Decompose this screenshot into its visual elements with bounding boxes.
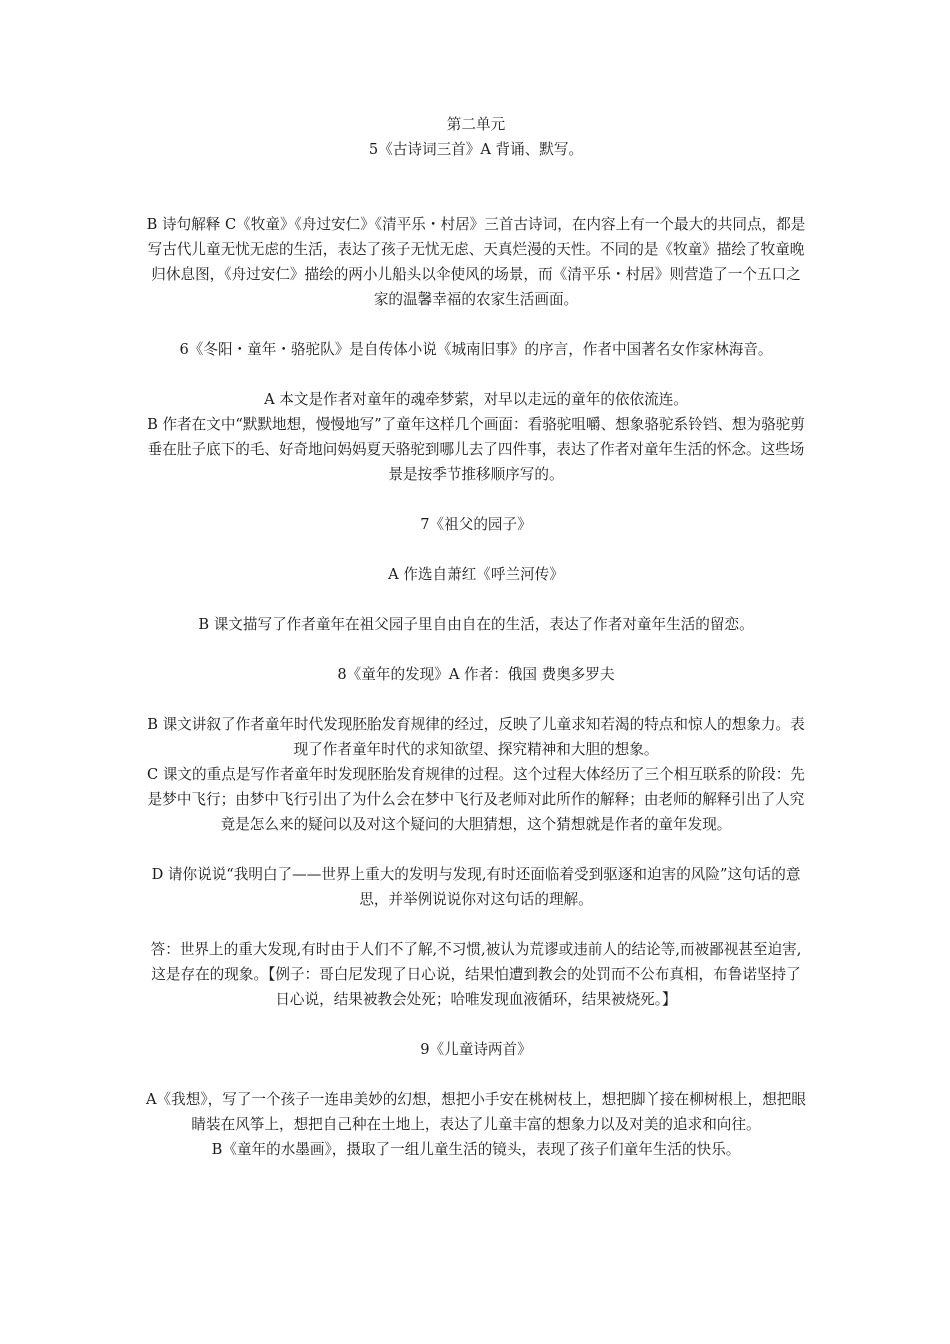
- lesson6-paragraph-b: B 作者在文中“默默地想，慢慢地写”了童年这样几个画面：看骆驼咀嚼、想象骆驼系铃铛、想为骆驼剪垂在肚子底下的毛、好奇地问妈妈夏天骆驼到哪儿去了四件事，表达了作者对童年生活的怀念。这些场景是按季节推移顺序写的。: [147, 416, 805, 483]
- lesson8-paragraph-c: C 课文的重点是写作者童年时发现胚胎发育规律的过程。这个过程大体经历了三个相互联系的阶段：先是梦中飞行；由梦中飞行引出了为什么会在梦中飞行及老师对此所作的解释；由老师的解释引出了人究竟是怎么来的疑问以及对这个疑问的大胆猜想，这个猜想就是作者的童年发现。: [147, 766, 805, 833]
- lesson6-paragraph-a: A 本文是作者对童年的魂牵梦萦，对早以走远的童年的依依流连。: [264, 391, 688, 408]
- lesson9-paragraph-b: B《童年的水墨画》，摄取了一组儿童生活的镜头，表现了孩子们童年生活的快乐。: [211, 1141, 741, 1158]
- unit-title: 第二单元: [446, 116, 506, 133]
- lesson8-title: 8《童年的发现》A 作者：俄国 费奥多罗夫: [337, 666, 615, 683]
- lesson8-answer: 答：世界上的重大发现,有时由于人们不了解,不习惯,被认为荒谬或违前人的结论等,而被鄙视甚至迫害,这是存在的现象。【例子：哥白尼发现了日心说，结果怕遭到教会的处罚而不公布真相，布鲁诺坚持了日心说，结果被教会处死；哈唯发现血液循环，结果被烧死。】: [150, 941, 802, 1008]
- lesson6-title: 6《冬阳・童年・骆驼队》是自传体小说《城南旧事》的序言，作者中国著名女作家林海音。: [179, 341, 773, 358]
- lesson5-paragraph-b: B 诗句解释 C《牧童》《舟过安仁》《清平乐・村居》三首古诗词，在内容上有一个最大的共同点，都是写古代儿童无忧无虑的生活，表达了孩子无忧无虑、天真烂漫的天性。不同的是《牧童》描绘了牧童晚归休息图，《舟过安仁》描绘的两小儿船头以伞使风的场景，而《清平乐・村居》则营造了一个五口之家的温馨幸福的农家生活画面。: [146, 216, 806, 308]
- lesson7-title: 7《祖父的园子》: [420, 516, 532, 533]
- lesson7-paragraph-b: B 课文描写了作者童年在祖父园子里自由自在的生活，表达了作者对童年生活的留恋。: [198, 616, 754, 633]
- document-page: [145, 112, 807, 1162]
- lesson9-title: 9《儿童诗两首》: [420, 1041, 532, 1058]
- lesson7-paragraph-a: A 作选自萧红《呼兰河传》: [388, 566, 564, 583]
- lesson8-paragraph-d: D 请你说说“我明白了——世界上重大的发明与发现,有时还面临着受到驱逐和迫害的风险”这句话的意思，并举例说说你对这句话的理解。: [151, 866, 801, 908]
- lesson5-title: 5《古诗词三首》A 背诵、默写。: [368, 141, 584, 158]
- lesson9-paragraph-a: A《我想》，写了一个孩子一连串美妙的幻想，想把小手安在桃树枝上，想把脚丫接在柳树根上，想把眼睛装在风筝上，想把自己种在土地上，表达了儿童丰富的想象力以及对美的追求和向往。: [146, 1091, 806, 1133]
- lesson8-paragraph-b: B 课文讲叙了作者童年时代发现胚胎发育规律的经过，反映了儿童求知若渴的特点和惊人的想象力。表现了作者童年时代的求知欲望、探究精神和大胆的想象。: [147, 716, 805, 758]
